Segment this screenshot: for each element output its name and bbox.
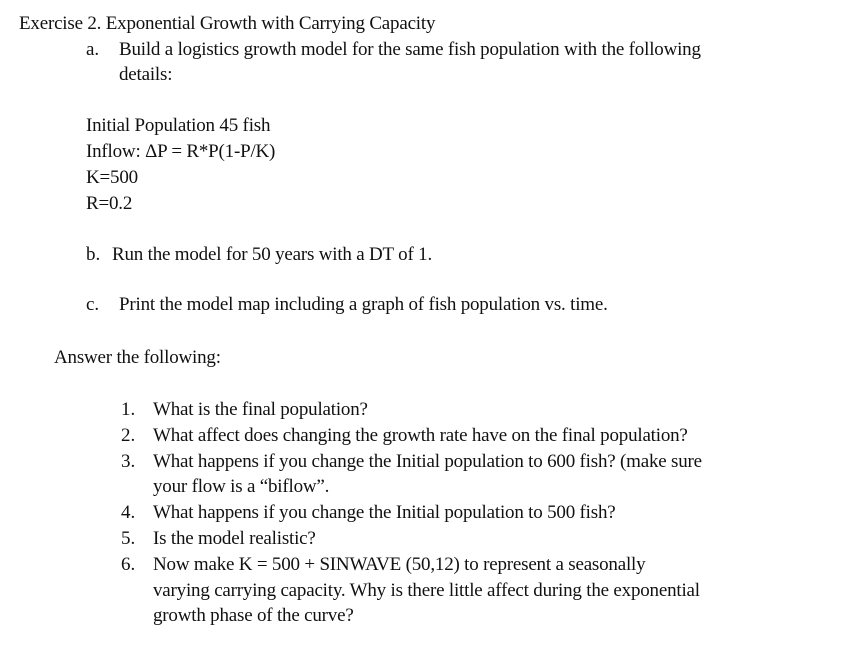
question-text: What affect does changing the growth rate have on the final population? [153,425,688,446]
question-text: growth phase of the curve? [153,605,354,626]
question-text: Is the model realistic? [153,528,316,549]
detail-growth-rate: R=0.2 [86,193,133,214]
part-b-marker: b. [86,244,101,265]
question-number: 4. [121,502,136,523]
question-text: What happens if you change the Initial population to 500 fish? [153,502,616,523]
part-a-marker: a. [86,39,100,60]
exercise-title: Exercise 2. Exponential Growth with Carrying Capacity [19,13,436,34]
answer-heading: Answer the following: [54,347,221,368]
question-text: your flow is a “biflow”. [153,476,330,497]
question-text: varying carrying capacity. Why is there little affect during the exponential [153,580,700,601]
question-number: 6. [121,554,136,575]
question-number: 1. [121,399,136,420]
question-number: 5. [121,528,136,549]
part-a-text-line-2: details: [119,64,173,85]
question-text: What is the final population? [153,399,368,420]
part-c-marker: c. [86,294,100,315]
question-text: Now make K = 500 + SINWAVE (50,12) to represent a seasonally [153,554,646,575]
detail-initial-population: Initial Population 45 fish [86,115,271,136]
detail-inflow-equation: Inflow: ΔP = R*P(1-P/K) [86,141,276,162]
detail-carrying-capacity: K=500 [86,167,138,188]
question-number: 3. [121,451,136,472]
question-text: What happens if you change the Initial population to 600 fish? (make sure [153,451,702,472]
part-a-text-line-1: Build a logistics growth model for the same fish population with the following [119,39,701,60]
part-b-text: Run the model for 50 years with a DT of 1. [112,244,432,265]
question-number: 2. [121,425,136,446]
part-c-text: Print the model map including a graph of fish population vs. time. [119,294,608,315]
